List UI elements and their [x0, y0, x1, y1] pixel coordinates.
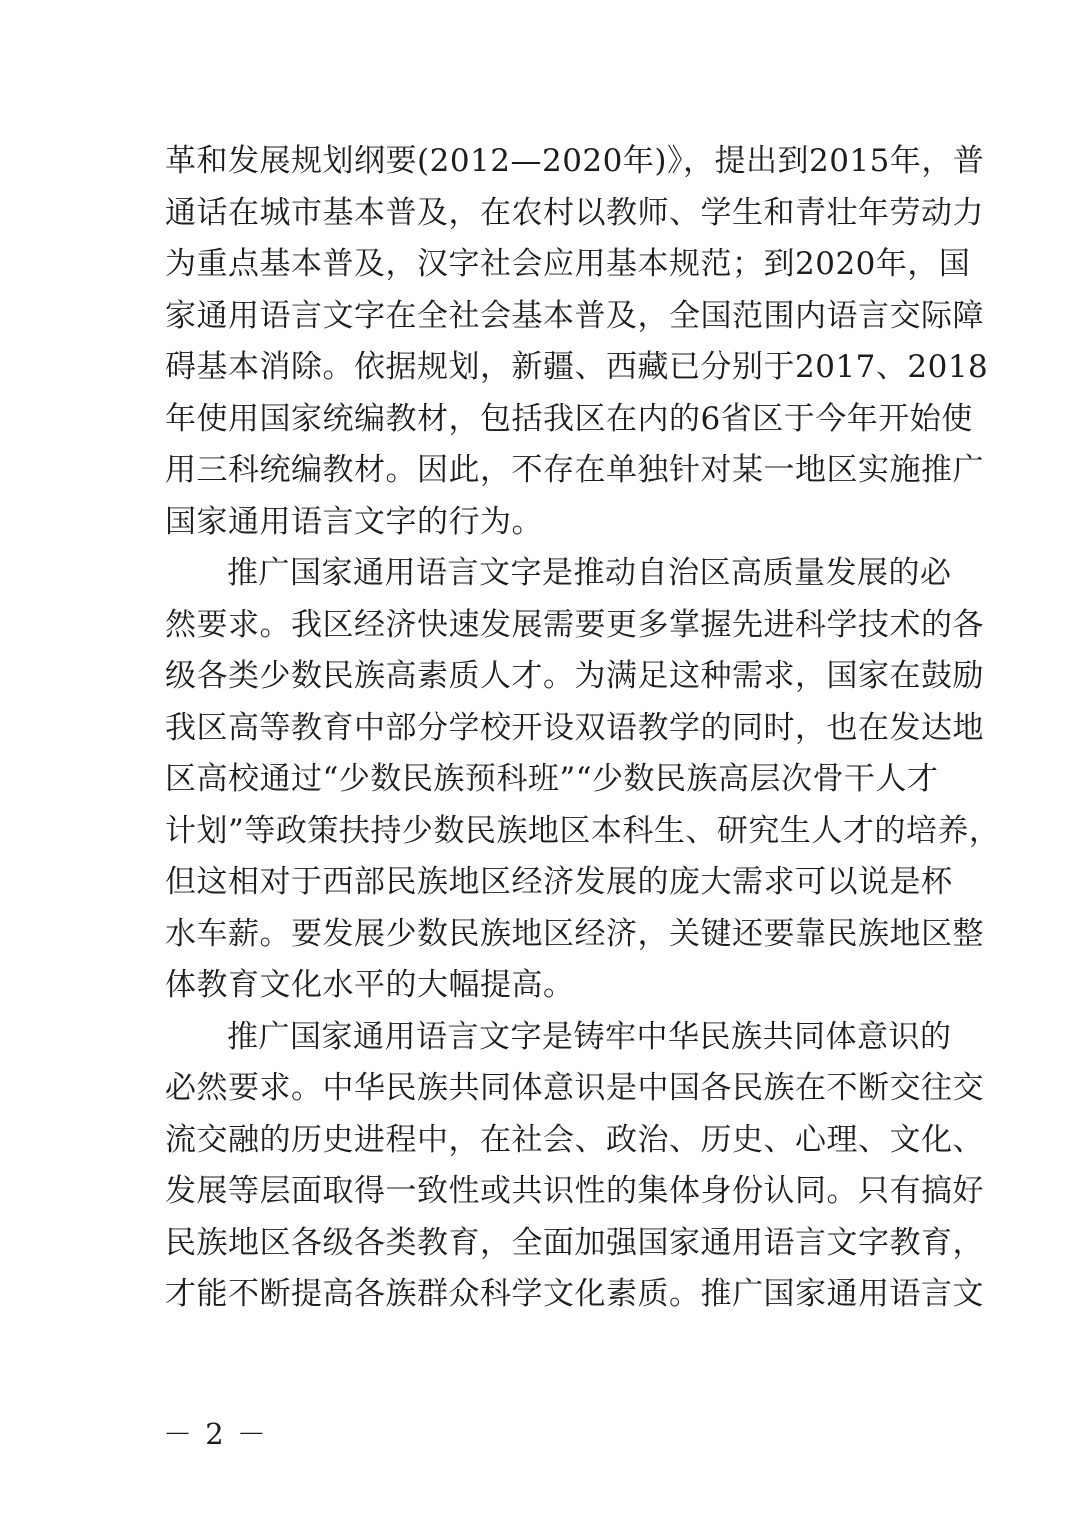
- text-line: 我区高等教育中部分学校开设双语教学的同时，也在发达地: [165, 709, 984, 746]
- text-line: 革和发展规划纲要(2012—2020年)》，提出到2015年，普: [165, 143, 985, 179]
- text-line: 民族地区各级各类教育，全面加强国家通用语言文字教育，: [165, 1224, 984, 1261]
- text-line: 碍基本消除。依据规划，新疆、西藏已分别于2017、2018: [165, 349, 989, 385]
- text-line: 用三科统编教材。因此，不存在单独针对某一地区实施推广: [165, 452, 984, 488]
- paragraph-first-line: 推广国家通用语言文字是推动自治区高质量发展的必: [227, 555, 952, 591]
- text-line: 通话在城市基本普及，在农村以教师、学生和青壮年劳动力: [165, 194, 984, 231]
- text-line: 但这相对于西部民族地区经济发展的庞大需求可以说是杯: [165, 864, 953, 900]
- text-line: 体教育文化水平的大幅提高。: [165, 967, 575, 1003]
- text-line: 为重点基本普及，汉字社会应用基本规范；到2020年，国: [165, 246, 971, 282]
- text-line: 必然要求。中华民族共同体意识是中国各民族在不断交往交: [165, 1070, 984, 1106]
- text-line: 才能不断提高各族群众科学文化素质。推广国家通用语言文: [165, 1276, 984, 1312]
- text-line: 家通用语言文字在全社会基本普及，全国范围内语言交际障: [165, 297, 984, 334]
- text-line: 计划”等政策扶持少数民族地区本科生、研究生人才的培养，: [165, 812, 1001, 849]
- text-line: 区高校通过“少数民族预科班”“少数民族高层次骨干人才: [165, 761, 939, 797]
- text-line: 水车薪。要发展少数民族地区经济，关键还要靠民族地区整: [165, 915, 984, 952]
- body-text: [165, 136, 1001, 1321]
- text-line: 级各类少数民族高素质人才。为满足这种需求，国家在鼓励: [165, 658, 984, 694]
- page-number: － 2 －: [163, 1417, 268, 1451]
- text-line: 流交融的历史进程中，在社会、政治、历史、心理、文化、: [165, 1121, 984, 1158]
- text-line: 发展等层面取得一致性或共识性的集体身份认同。只有搞好: [165, 1173, 984, 1209]
- text-line: 年使用国家统编教材，包括我区在内的6省区于今年开始使: [165, 400, 973, 437]
- text-line: 国家通用语言文字的行为。: [165, 503, 543, 540]
- paragraph-first-line: 推广国家通用语言文字是铸牢中华民族共同体意识的: [227, 1018, 952, 1055]
- text-line: 然要求。我区经济快速发展需要更多掌握先进科学技术的各: [165, 606, 984, 643]
